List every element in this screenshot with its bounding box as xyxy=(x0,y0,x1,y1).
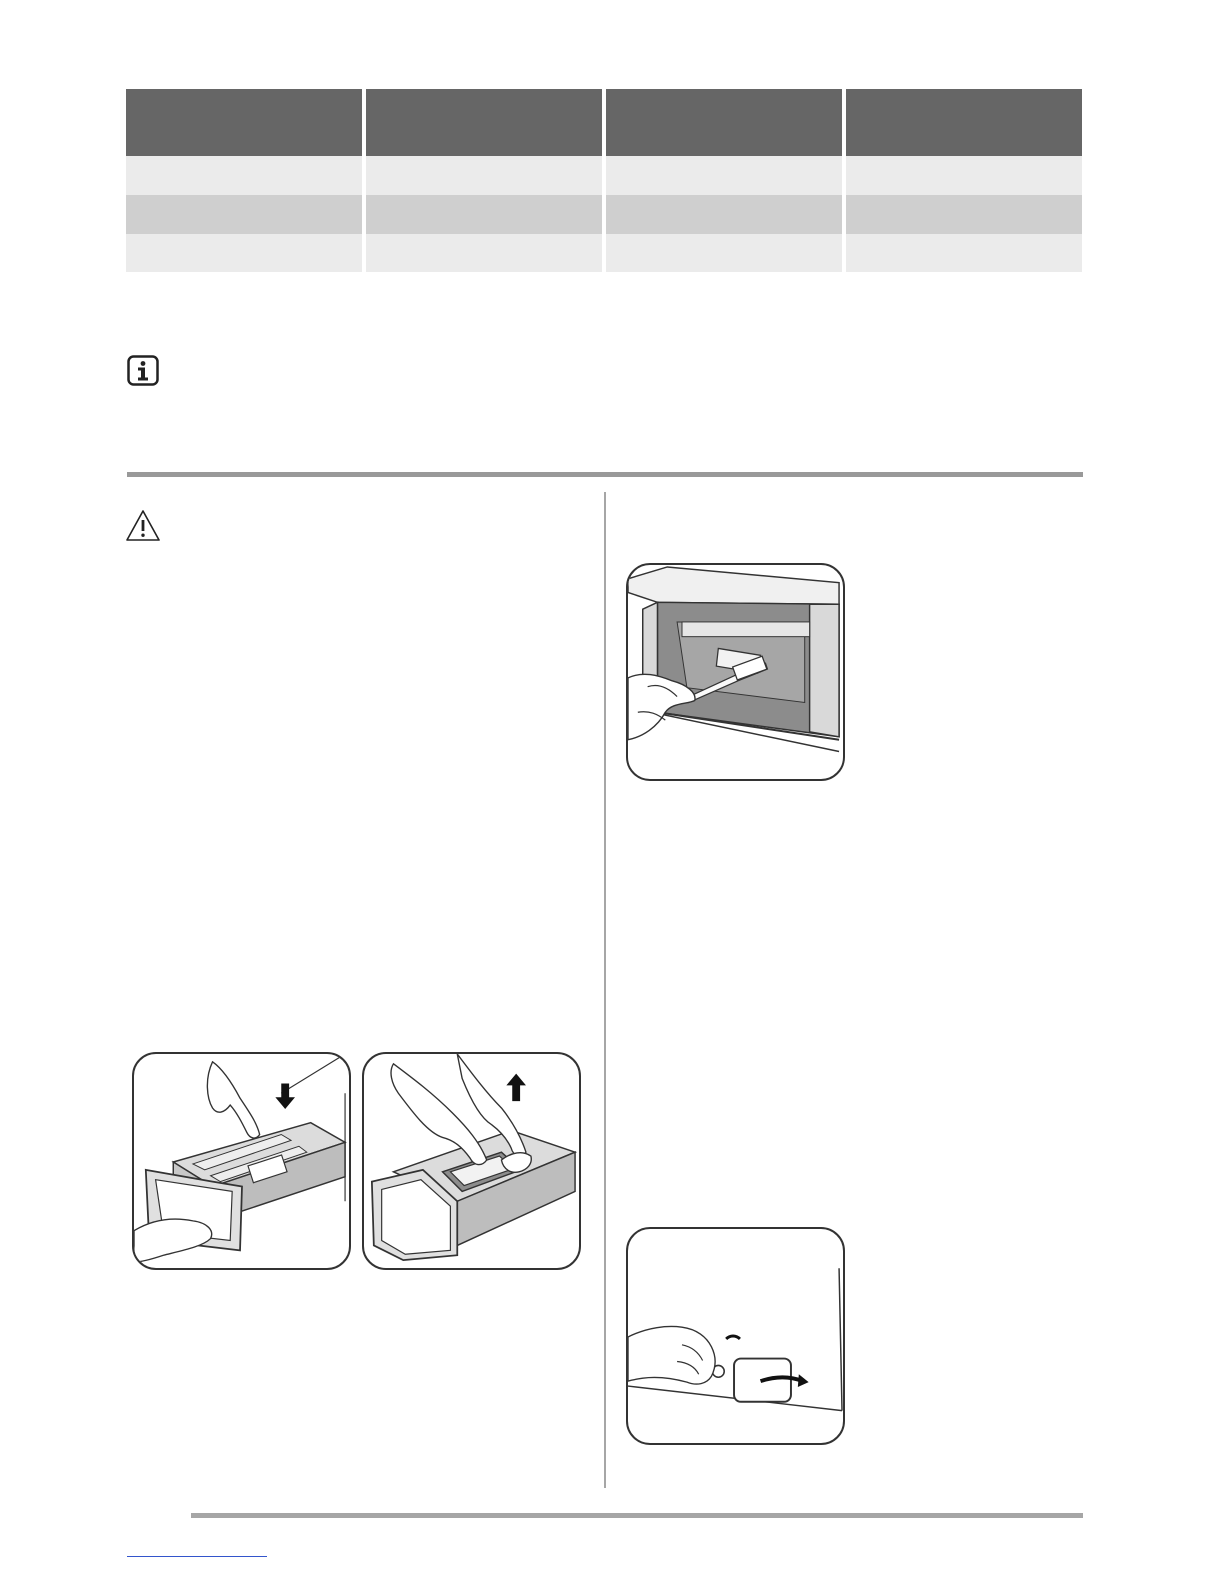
table-header-cell xyxy=(606,89,842,156)
table-cell xyxy=(126,195,362,234)
table-cell xyxy=(126,234,362,272)
info-icon xyxy=(127,355,159,386)
table-header-cell xyxy=(366,89,602,156)
table-header-cell xyxy=(846,89,1082,156)
footer-rule xyxy=(191,1513,1083,1518)
brush-cleaning-illustration xyxy=(626,563,845,781)
table-header-cell xyxy=(126,89,362,156)
table-cell xyxy=(126,156,362,195)
warning-icon xyxy=(125,509,161,542)
table-row xyxy=(126,234,1082,272)
table-cell xyxy=(606,195,842,234)
table-cell xyxy=(606,234,842,272)
drawer-insert-removal-illustration xyxy=(362,1052,581,1270)
table-header-row xyxy=(126,89,1082,156)
table-cell xyxy=(366,156,602,195)
table-cell xyxy=(366,234,602,272)
table-cell xyxy=(846,195,1082,234)
pump-cover-illustration xyxy=(626,1227,845,1445)
data-table xyxy=(126,89,1082,272)
footer-link-underline[interactable] xyxy=(127,1556,267,1557)
column-divider xyxy=(604,492,606,1488)
table-cell xyxy=(846,234,1082,272)
drawer-release-illustration xyxy=(132,1052,351,1270)
table-cell xyxy=(846,156,1082,195)
section-divider xyxy=(127,472,1083,477)
table-row xyxy=(126,156,1082,195)
table-cell xyxy=(606,156,842,195)
table-cell xyxy=(366,195,602,234)
table-row xyxy=(126,195,1082,234)
